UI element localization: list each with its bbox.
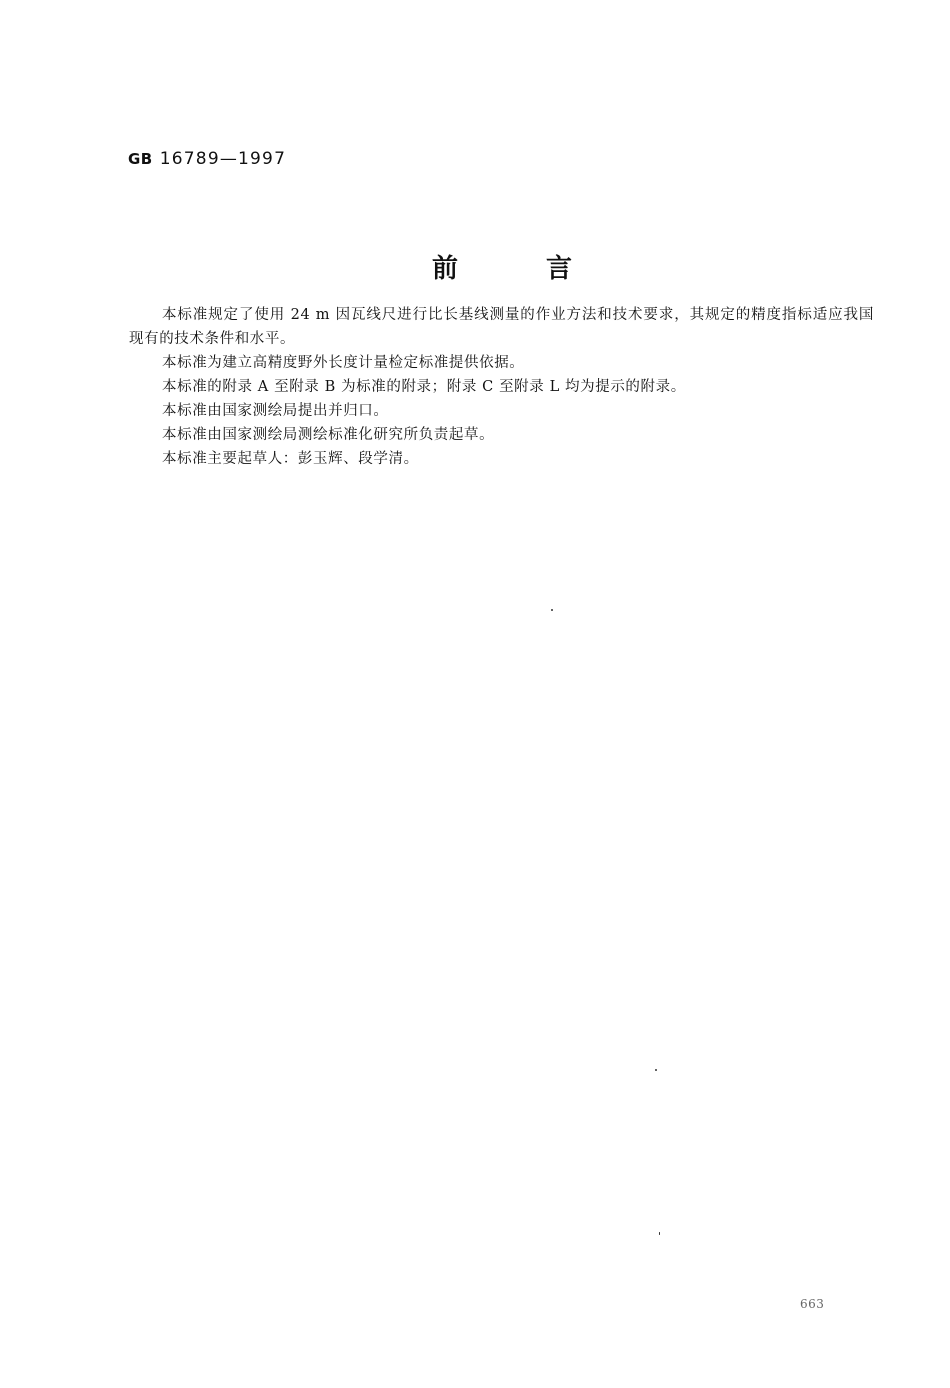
paragraph-purpose: 本标准为建立高精度野外长度计量检定标准提供依据。 (162, 355, 525, 371)
standard-code (128, 149, 286, 169)
title-char-1: 前 (432, 254, 459, 284)
page-title (432, 248, 572, 285)
paragraph-appendices: 本标准的附录 A 至附录 B 为标准的附录；附录 C 至附录 L 均为提示的附录。 (162, 379, 686, 395)
scan-speck (551, 609, 553, 611)
scan-speck (659, 1232, 660, 1235)
paragraph-proposer: 本标准由国家测绘局提出并归口。 (162, 403, 389, 419)
title-char-2: 言 (545, 254, 572, 284)
foreword-body (129, 303, 874, 471)
scan-speck (655, 1069, 657, 1071)
standard-prefix: GB (128, 150, 153, 168)
standard-number: 16789—1997 (159, 149, 287, 169)
paragraph-drafters: 本标准主要起草人：彭玉辉、段学清。 (162, 451, 419, 467)
page-number: 663 (800, 1297, 825, 1311)
paragraph-scope: 本标准规定了使用 24 m 因瓦线尺进行比长基线测量的作业方法和技术要求，其规定的精度指标适应我国现有的技术条件和水平。 (129, 307, 874, 347)
paragraph-drafting-unit: 本标准由国家测绘局测绘标准化研究所负责起草。 (162, 427, 495, 443)
